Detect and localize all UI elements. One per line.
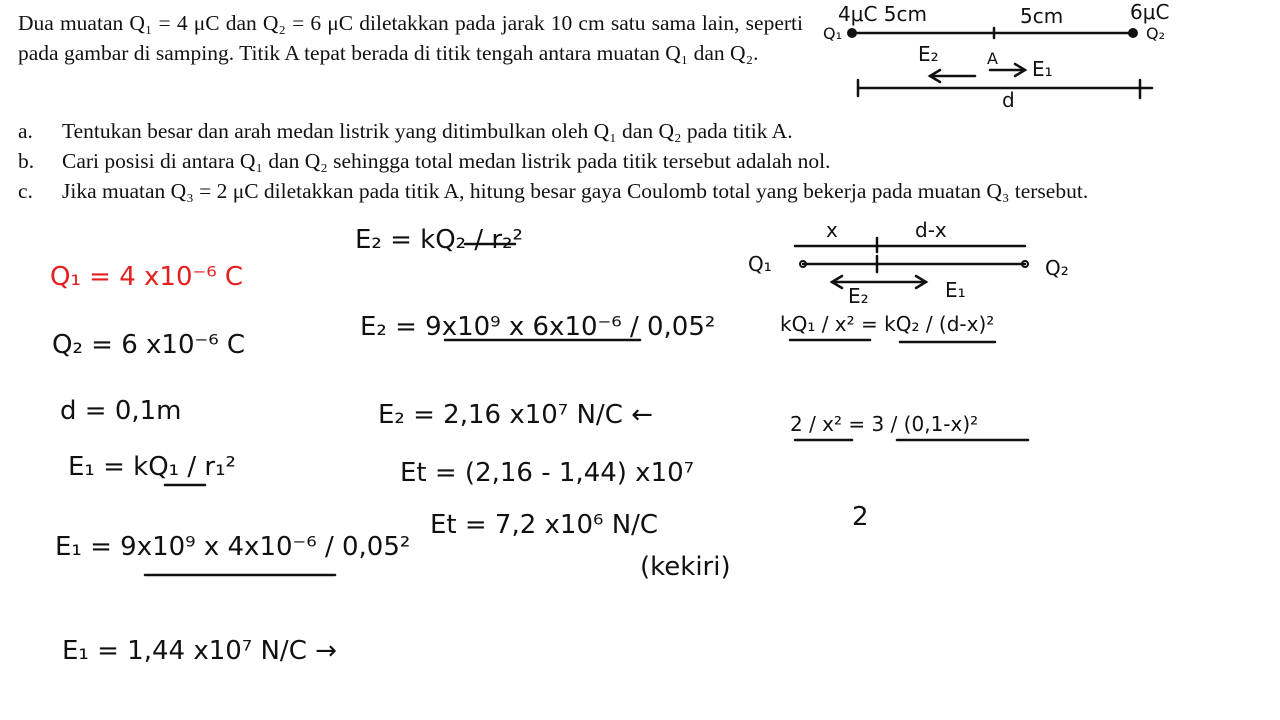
point-a-label: A (987, 49, 998, 68)
work-x-label: x (826, 218, 838, 242)
work-dmx-label: d-x (915, 218, 947, 242)
hw-d-label: d (1002, 88, 1015, 112)
question-text: Tentukan besar dan arah medan listrik yang ditimbulkan oleh Q₁ dan Q₂ pada titik A. (62, 119, 793, 143)
question-text: Cari posisi di antara Q₁ dan Q₂ sehingga total medan listrik pada titik tersebut adalah nol. (62, 149, 831, 173)
work-et-result: Et = 7,2 x10⁶ N/C (430, 510, 659, 540)
question-label: a. (18, 119, 33, 143)
hw-mid-distance: 5cm (1020, 4, 1064, 28)
question-text: Jika muatan Q₃ = 2 μC diletakkan pada titik A, hitung besar gaya Coulomb total yang bekerja pada muatan Q₃ tersebut. (62, 179, 1089, 203)
q2-label: Q₂ (1146, 24, 1166, 43)
question-label: c. (18, 179, 33, 203)
work-e2-substitution: E₂ = 9x10⁹ x 6x10⁻⁶ / 0,05² (360, 312, 716, 342)
work-q1-label: Q₁ (748, 252, 772, 276)
question-label: b. (18, 149, 35, 173)
work-et-direction: (kekiri) (640, 552, 731, 582)
work-balance-equation: kQ₁ / x² = kQ₂ / (d-x)² (780, 312, 995, 336)
work-e2-label: E₂ (848, 284, 869, 308)
work-e1-label: E₁ (945, 278, 966, 302)
work-et-formula: Et = (2,16 - 1,44) x10⁷ (400, 458, 695, 488)
work-e1-result: E₁ = 1,44 x10⁷ N/C → (62, 636, 337, 666)
work-e2-result: E₂ = 2,16 x10⁷ N/C ← (378, 400, 653, 430)
work-simplified-equation: 2 / x² = 3 / (0,1-x)² (790, 412, 979, 436)
problem-intro: Dua muatan Q₁ = 4 μC dan Q₂ = 6 μC diletakkan pada jarak 10 cm satu sama lain, seperti pada gambar di samping. Titik A tepat berada di titik tengah antara muatan Q₁ dan Q₂. (18, 11, 803, 65)
hw-e2-label: E₂ (918, 42, 939, 66)
work-next-step: 2 (852, 502, 869, 532)
work-e2-formula: E₂ = kQ₂ / r₂² (355, 225, 523, 255)
hw-q1-value: 4μC 5cm (838, 2, 927, 26)
hw-e1-label: E₁ (1032, 57, 1053, 81)
q1-dot (847, 28, 857, 38)
work-q1-given: Q₁ = 4 x10⁻⁶ C (50, 262, 244, 292)
work-e1-substitution: E₁ = 9x10⁹ x 4x10⁻⁶ / 0,05² (55, 532, 411, 562)
hw-q2-value: 6μC (1130, 0, 1170, 24)
q1-label: Q₁ (823, 24, 843, 43)
work-q2-given: Q₂ = 6 x10⁻⁶ C (52, 330, 246, 360)
q2-dot (1128, 28, 1138, 38)
work-q2-label: Q₂ (1045, 256, 1069, 280)
work-e1-formula: E₁ = kQ₁ / r₁² (68, 452, 236, 482)
work-d-given: d = 0,1m (60, 396, 182, 426)
